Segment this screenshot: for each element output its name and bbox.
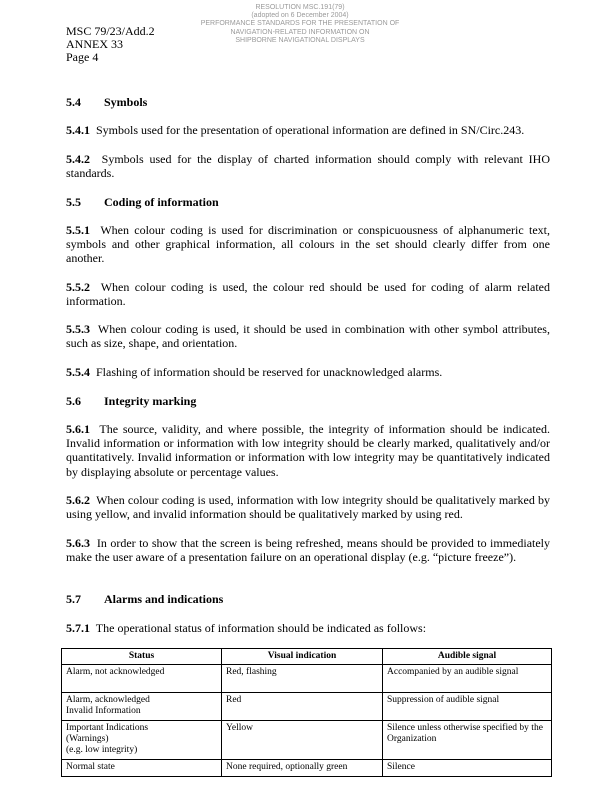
paragraph-text: When colour coding is used, the colour red should be used for coding of alarm related information.	[66, 280, 550, 309]
section-heading-5-4	[66, 95, 147, 109]
paragraph-5-7-1	[66, 621, 550, 635]
paragraph-5-4-1	[66, 123, 550, 137]
paragraph-number: 5.5.1	[66, 223, 90, 237]
section-title: Coding of information	[104, 195, 219, 209]
annex-label: ANNEX 33	[66, 37, 123, 51]
status-cell	[62, 721, 222, 760]
status-line: Normal state	[66, 762, 115, 772]
status-cell	[62, 665, 222, 693]
table-row	[62, 693, 552, 721]
status-cell	[62, 693, 222, 721]
table-row	[62, 760, 552, 777]
section-number: 5.5	[66, 195, 81, 209]
audible-signal-cell: Accompanied by an audible signal	[383, 665, 552, 693]
status-line: Alarm, acknowledged	[66, 695, 150, 705]
section-heading-5-7	[66, 592, 223, 606]
paragraph-text: Symbols used for the display of charted information should comply with relevant IHO standards.	[66, 152, 551, 181]
paragraph-5-5-1	[66, 223, 550, 266]
paragraph-5-5-3	[66, 322, 550, 350]
status-table	[61, 648, 552, 777]
audible-signal-cell: Silence	[383, 760, 552, 777]
paragraph-5-4-2	[66, 152, 550, 180]
paragraph-5-6-1	[66, 422, 550, 479]
paragraph-5-6-2	[66, 493, 550, 521]
resolution-number: RESOLUTION MSC.191(79)	[255, 4, 345, 11]
paragraph-5-5-2	[66, 280, 550, 308]
paragraph-text: The source, validity, and where possible, the integrity of information should be indicated. Invalid information or information with low integrity should be clearly marked, qualitatively and/or quantitatively. Invalid information or information with low integrity may be quantitatively indicated by displaying absolute or percentage values.	[66, 422, 550, 479]
section-title: Integrity marking	[104, 394, 197, 408]
paragraph-number: 5.4.2	[66, 152, 90, 166]
section-number: 5.6	[66, 394, 81, 408]
paragraph-text: When colour coding is used for discrimination or conspicuousness of alphanumeric text, symbols and other graphical information, all colours in the set should clearly differ from one another.	[66, 223, 550, 266]
table-row	[62, 665, 552, 693]
document-reference	[66, 25, 155, 64]
status-line: (Warnings)	[66, 734, 109, 744]
paragraph-number: 5.6.1	[66, 422, 90, 436]
paragraph-text: The operational status of information should be indicated as follows:	[95, 621, 427, 635]
adoption-date: (adopted on 6 December 2004)	[251, 12, 349, 20]
resolution-title-line: PERFORMANCE STANDARDS FOR THE PRESENTATION OF	[200, 20, 400, 28]
paragraph-text: In order to show that the screen is being refreshed, means should be provided to immediately make the user aware of a presentation failure on an operational display (e.g. “picture freeze”).	[66, 536, 551, 565]
column-header-audible: Audible signal	[383, 649, 552, 665]
paragraph-number: 5.4.1	[66, 123, 90, 137]
section-heading-5-6	[66, 394, 196, 408]
visual-indication-cell: None required, optionally green	[222, 760, 383, 777]
audible-signal-cell: Silence unless otherwise specified by the Organization	[383, 721, 552, 760]
paragraph-text: When colour coding is used, information with low integrity should be qualitatively marked by using yellow, and invalid information should be qualitatively marked by using red.	[66, 493, 550, 522]
paragraph-number: 5.5.3	[66, 322, 90, 336]
visual-indication-cell: Yellow	[222, 721, 383, 760]
table-header-row	[62, 649, 552, 665]
section-number: 5.4	[66, 95, 81, 109]
table-row	[62, 721, 552, 760]
paragraph-number: 5.6.2	[66, 493, 90, 507]
paragraph-number: 5.7.1	[66, 621, 90, 635]
status-line: Alarm, not acknowledged	[66, 667, 165, 677]
section-heading-5-5	[66, 195, 219, 209]
status-line: Invalid Information	[66, 706, 141, 716]
status-cell	[62, 760, 222, 777]
visual-indication-cell: Red, flashing	[222, 665, 383, 693]
paragraph-text: Flashing of information should be reserved for unacknowledged alarms.	[96, 365, 443, 379]
status-line: Important Indications	[66, 723, 149, 733]
doc-ref: MSC 79/23/Add.2	[66, 24, 155, 38]
column-header-visual: Visual indication	[222, 649, 383, 665]
paragraph-number: 5.5.4	[66, 365, 90, 379]
visual-indication-cell: Red	[222, 693, 383, 721]
resolution-title-line: SHIPBORNE NAVIGATIONAL DISPLAYS	[235, 36, 365, 44]
paragraph-text: When colour coding is used, it should be used in combination with other symbol attributes, such as size, shape, and orientation.	[66, 322, 550, 351]
running-header	[185, 4, 415, 45]
section-title: Symbols	[104, 95, 148, 109]
resolution-title-line: NAVIGATION-RELATED INFORMATION ON	[230, 28, 370, 36]
audible-signal-cell: Suppression of audible signal	[383, 693, 552, 721]
section-number: 5.7	[66, 592, 81, 606]
page-number: Page 4	[66, 50, 99, 64]
section-title: Alarms and indications	[104, 592, 224, 606]
paragraph-text: Symbols used for the presentation of operational information are defined in SN/Circ.243.	[96, 123, 525, 137]
paragraph-number: 5.5.2	[66, 280, 90, 294]
paragraph-5-5-4	[66, 365, 550, 379]
status-line: (e.g. low integrity)	[66, 745, 138, 755]
paragraph-5-6-3	[66, 536, 550, 564]
paragraph-number: 5.6.3	[66, 536, 90, 550]
column-header-status: Status	[62, 649, 222, 665]
